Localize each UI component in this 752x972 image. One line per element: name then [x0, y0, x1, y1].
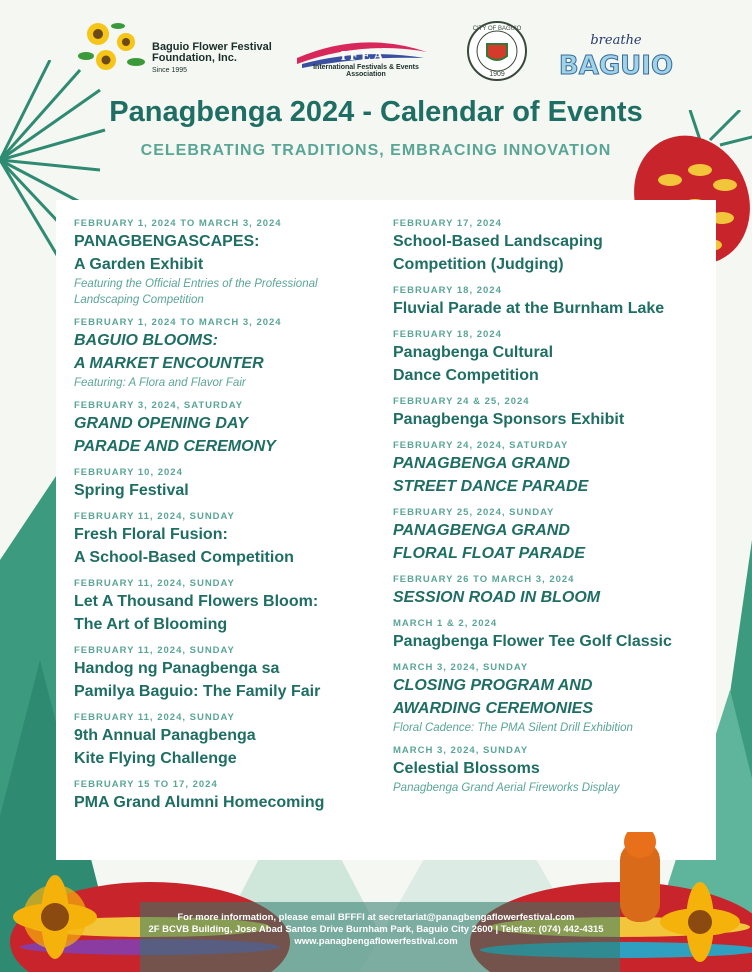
- event-date: FEBRUARY 15 TO 17, 2024: [74, 779, 218, 790]
- event-title-line-2: A MARKET ENCOUNTER: [74, 355, 264, 372]
- event-date: FEBRUARY 24 & 25, 2024: [393, 396, 530, 407]
- right-events-column: [393, 218, 703, 805]
- event-title-line-2: The Art of Blooming: [74, 616, 228, 633]
- event-date: FEBRUARY 11, 2024, SUNDAY: [74, 511, 235, 522]
- event-title-line-2: Pamilya Baguio: The Family Fair: [74, 683, 321, 700]
- event-date: FEBRUARY 1, 2024 TO MARCH 3, 2024: [74, 317, 282, 328]
- page-title: Panagbenga 2024 - Calendar of Events: [109, 96, 643, 128]
- event-date: FEBRUARY 10, 2024: [74, 467, 183, 478]
- event-item: [393, 745, 703, 796]
- breathe-baguio-logo-icon: [556, 26, 676, 84]
- event-item: [393, 574, 703, 609]
- event-title: PANAGBENGA GRAND: [393, 455, 570, 472]
- foundation-line-1: Baguio Flower Festival: [152, 41, 272, 53]
- bottom-flowers-icon: [0, 832, 752, 972]
- event-title: PANAGBENGASCAPES:: [74, 233, 260, 250]
- event-title-line-2: STREET DANCE PARADE: [393, 478, 589, 495]
- event-date: FEBRUARY 11, 2024, SUNDAY: [74, 712, 235, 723]
- left-events-column: [74, 218, 374, 823]
- event-title-line-2: A Garden Exhibit: [74, 256, 204, 273]
- event-title: School-Based Landscaping: [393, 233, 603, 250]
- event-item: [393, 618, 703, 653]
- event-item: [74, 645, 374, 703]
- event-date: MARCH 1 & 2, 2024: [393, 618, 498, 629]
- event-title-line-2: Competition (Judging): [393, 256, 564, 273]
- event-title-line-2: PARADE AND CEREMONY: [74, 438, 276, 455]
- event-title: SESSION ROAD IN BLOOM: [393, 589, 601, 606]
- event-item: [74, 218, 374, 308]
- event-title: Panagbenga Flower Tee Golf Classic: [393, 633, 672, 650]
- page-subtitle: CELEBRATING TRADITIONS, EMBRACING INNOVATION: [140, 142, 612, 159]
- event-item: [393, 285, 703, 320]
- seal-top-text: CITY OF BAGUIO: [472, 26, 522, 32]
- footer-website[interactable]: www.panagbengaflowerfestival.com: [294, 936, 458, 947]
- logo-bar: [0, 12, 752, 92]
- event-item: [74, 511, 374, 569]
- event-title-line-2: AWARDING CEREMONIES: [393, 700, 594, 717]
- event-title: BAGUIO BLOOMS:: [74, 332, 218, 349]
- event-subtitle: Floral Cadence: The PMA Silent Drill Exhibition: [393, 722, 633, 734]
- event-item: [393, 507, 703, 565]
- event-title: Fresh Floral Fusion:: [74, 526, 228, 543]
- event-title: PMA Grand Alumni Homecoming: [74, 794, 325, 811]
- event-item: [393, 396, 703, 431]
- event-title: Fluvial Parade at the Burnham Lake: [393, 300, 665, 317]
- event-title-line-2: Kite Flying Challenge: [74, 750, 237, 767]
- seal-year: 1909: [489, 71, 505, 78]
- event-item: [74, 317, 374, 391]
- event-item: [393, 329, 703, 387]
- event-title: PANAGBENGA GRAND: [393, 522, 570, 539]
- event-date: FEBRUARY 18, 2024: [393, 285, 502, 296]
- breathe-word: BAGUIO: [558, 51, 674, 81]
- event-date: FEBRUARY 24, 2024, SATURDAY: [393, 440, 569, 451]
- event-date: FEBRUARY 26 TO MARCH 3, 2024: [393, 574, 575, 585]
- event-item: [393, 662, 703, 736]
- foundation-name: [152, 42, 272, 76]
- event-title: Panagbenga Cultural: [393, 344, 554, 361]
- event-subtitle: Featuring: A Flora and Flavor Fair: [74, 377, 246, 389]
- ifea-caption: International Festivals & Events Association: [313, 64, 419, 78]
- event-subtitle-line-2: Landscaping Competition: [74, 294, 204, 306]
- event-item: [393, 440, 703, 498]
- event-subtitle: Panagbenga Grand Aerial Fireworks Display: [393, 782, 620, 794]
- foundation-since: Since 1995: [152, 67, 188, 74]
- event-item: [74, 578, 374, 636]
- event-title: Handog ng Panagbenga sa: [74, 660, 280, 677]
- footer-address-line: 2F BCVB Building, Jose Abad Santos Drive Burnham Park, Baguio City 2600 | Telefax: (074) 442-4315: [148, 924, 604, 935]
- breathe-script: breathe: [590, 33, 642, 48]
- event-date: MARCH 3, 2024, SUNDAY: [393, 745, 529, 756]
- event-title: GRAND OPENING DAY: [74, 415, 248, 432]
- ifea-letters: I F E A: [340, 49, 384, 64]
- event-date: FEBRUARY 3, 2024, SATURDAY: [74, 400, 244, 411]
- event-title: Panagbenga Sponsors Exhibit: [393, 411, 625, 428]
- event-item: [74, 712, 374, 770]
- footer: [0, 912, 752, 948]
- event-title-line-2: Dance Competition: [393, 367, 539, 384]
- event-title: Spring Festival: [74, 482, 189, 499]
- sunflower-logo-icon: [78, 18, 148, 78]
- event-title: 9th Annual Panagbenga: [74, 727, 256, 744]
- event-item: [74, 400, 374, 458]
- event-item: [74, 779, 374, 814]
- event-item: [74, 467, 374, 502]
- event-date: FEBRUARY 17, 2024: [393, 218, 502, 229]
- city-seal-icon: [466, 20, 528, 82]
- event-title: Let A Thousand Flowers Bloom:: [74, 593, 319, 610]
- event-date: MARCH 3, 2024, SUNDAY: [393, 662, 529, 673]
- event-title-line-2: FLORAL FLOAT PARADE: [393, 545, 585, 562]
- event-title-line-2: A School-Based Competition: [74, 549, 294, 566]
- event-date: FEBRUARY 11, 2024, SUNDAY: [74, 645, 235, 656]
- event-date: FEBRUARY 11, 2024, SUNDAY: [74, 578, 235, 589]
- event-title: CLOSING PROGRAM AND: [393, 677, 593, 694]
- event-subtitle: Featuring the Official Entries of the Professional: [74, 278, 318, 290]
- event-date: FEBRUARY 1, 2024 TO MARCH 3, 2024: [74, 218, 282, 229]
- event-date: FEBRUARY 18, 2024: [393, 329, 502, 340]
- footer-email-line: For more information, please email BFFFI at secretariat@panagbengaflowerfestival.com: [177, 912, 575, 923]
- event-title: Celestial Blossoms: [393, 760, 540, 777]
- event-item: [393, 218, 703, 276]
- foundation-line-2: Foundation, Inc.: [152, 52, 237, 64]
- event-date: FEBRUARY 25, 2024, SUNDAY: [393, 507, 555, 518]
